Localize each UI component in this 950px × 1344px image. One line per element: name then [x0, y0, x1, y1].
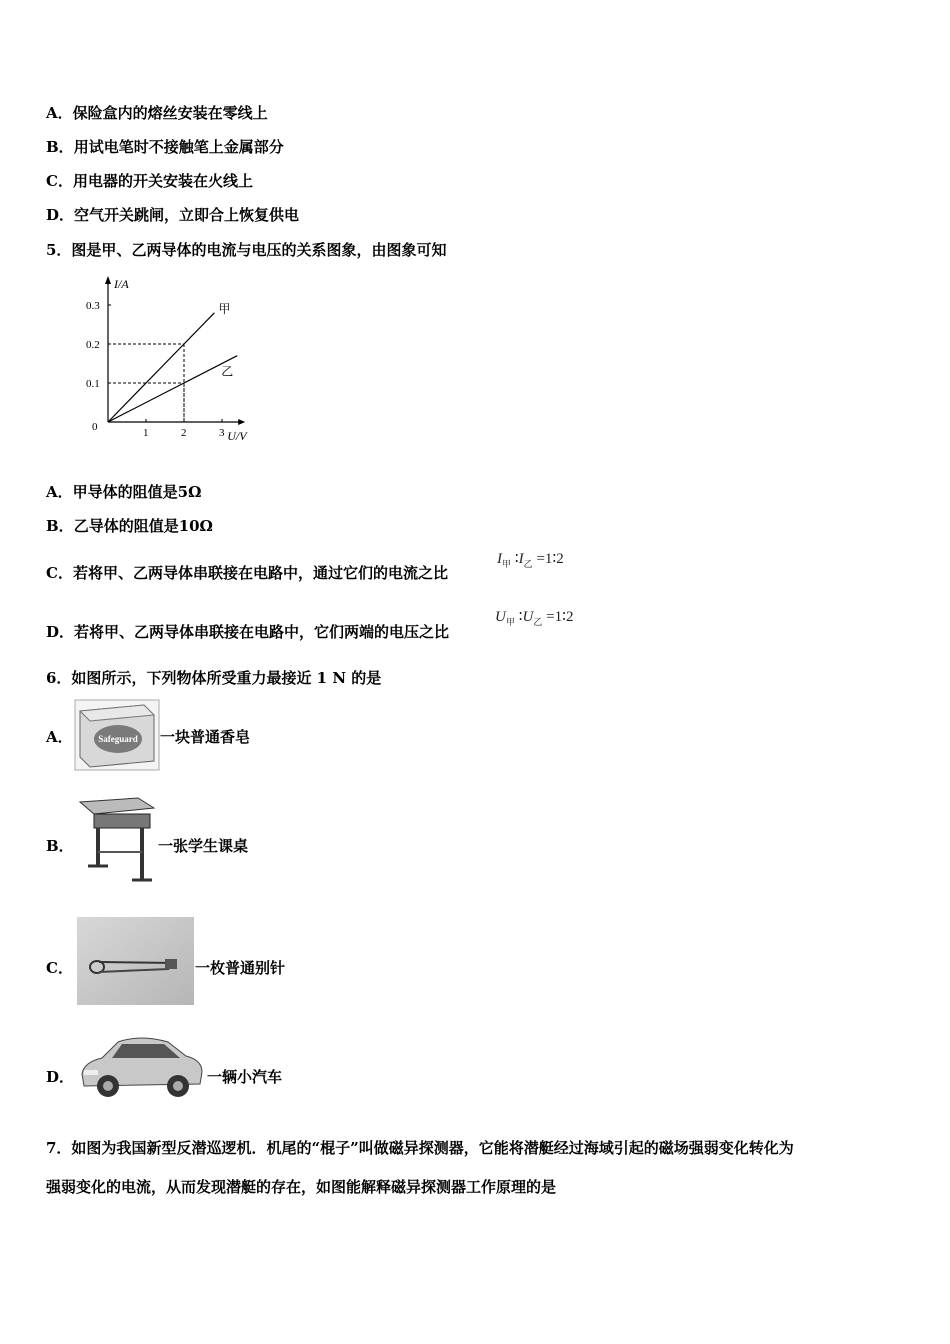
- formula-sub: 乙: [523, 559, 533, 569]
- y-tick-label: 0.1: [86, 378, 100, 390]
- option-label: B．: [46, 517, 74, 535]
- q6-option-d-label: D．: [46, 1068, 75, 1086]
- option-text: 用电器的开关安装在火线上: [72, 172, 253, 190]
- formula-var: I: [518, 551, 524, 567]
- option-label: D．: [46, 623, 75, 641]
- q5-stem: 5．图是甲、乙两导体的电流与电压的关系图象，由图象可知: [46, 241, 447, 259]
- formula-var: U: [495, 609, 506, 625]
- car-image: [76, 1028, 206, 1102]
- q5-option-b: [46, 515, 213, 536]
- q6-option-a-label: A．: [46, 728, 73, 746]
- desk-image: [76, 788, 158, 888]
- q4-option-d: [46, 204, 299, 225]
- series-line-jia: [108, 313, 214, 422]
- q4-option-a: [46, 102, 268, 123]
- soap-image: [74, 699, 160, 771]
- voltage-ratio-formula: $U_甲$ $∶U_乙$ =1∶2: [495, 609, 574, 627]
- x-axis-label: U/V: [227, 429, 247, 443]
- formula-ratio: =1∶2: [546, 609, 574, 625]
- q6-option-c-label: C．: [46, 959, 73, 977]
- soap-brand: Safeguard: [98, 734, 138, 744]
- q6-stem: 6．如图所示，下列物体所受重力最接近 1 N 的是: [46, 669, 382, 687]
- formula-var: U: [522, 609, 534, 625]
- x-tick-label: 3: [219, 427, 225, 439]
- option-label: A．: [46, 104, 73, 122]
- formula-ratio: =1∶2: [536, 551, 564, 567]
- option-label: B．: [46, 138, 74, 156]
- q6-option-d-text: 一辆小汽车: [207, 1068, 283, 1086]
- x-axis-arrow: [238, 419, 245, 425]
- y-tick-label: 0.2: [86, 339, 100, 351]
- q5-option-a: [46, 481, 201, 502]
- formula-var: I: [497, 551, 502, 567]
- series-label: 乙: [221, 364, 234, 379]
- q4-option-b: [46, 136, 284, 157]
- q6-option-c-text: 一枚普通别针: [195, 959, 286, 977]
- formula-sub: 甲: [502, 559, 512, 569]
- x-tick-label: 2: [181, 427, 187, 439]
- formula-sub: 甲: [505, 617, 515, 627]
- x-tick-label: 1: [143, 427, 149, 439]
- q4-option-c: [46, 170, 253, 191]
- y-axis-arrow: [105, 276, 111, 284]
- option-label: C．: [46, 172, 73, 190]
- q7-line-2: 强弱变化的电流，从而发现潜艇的存在，如图能解释磁异探测器工作原理的是: [46, 1178, 557, 1196]
- option-text: 用试电笔时不接触笔上金属部分: [73, 138, 284, 156]
- option-label: D．: [46, 206, 75, 224]
- option-text: 保险盒内的熔丝安装在零线上: [72, 104, 268, 122]
- q5-option-c: [46, 562, 448, 583]
- q6-option-a-text: 一块普通香皂: [160, 728, 251, 746]
- option-label: A．: [46, 483, 73, 501]
- y-tick-label: 0.3: [86, 300, 100, 312]
- q6-option-b-text: 一张学生课桌: [158, 837, 249, 855]
- current-ratio-formula: $I_甲$ $∶I_乙$ =1∶2: [497, 551, 564, 569]
- series-line-yi: [108, 356, 237, 422]
- q6-option-b-label: B．: [46, 837, 74, 855]
- y-axis-label: I/A: [114, 277, 129, 291]
- safety-pin-image: [77, 917, 194, 1005]
- option-label: C．: [46, 564, 73, 582]
- option-text: 甲导体的阻值是5Ω: [72, 483, 202, 501]
- option-text: 若将甲、乙两导体串联接在电路中，它们两端的电压之比: [74, 623, 450, 641]
- q7-line-1: 7．如图为我国新型反潜巡逻机．机尾的“棍子”叫做磁异探测器，它能将潜艇经过海域引起的磁场强弱变化转化为: [46, 1139, 794, 1157]
- option-text: 若将甲、乙两导体串联接在电路中，通过它们的电流之比: [72, 564, 448, 582]
- option-text: 乙导体的阻值是10Ω: [73, 517, 213, 535]
- formula-sub: 乙: [533, 617, 543, 627]
- origin-label: 0: [92, 421, 98, 433]
- series-label: 甲: [218, 301, 231, 316]
- iu-graph: [80, 272, 270, 444]
- option-text: 空气开关跳闸，立即合上恢复供电: [74, 206, 300, 224]
- q5-option-d: [46, 621, 449, 642]
